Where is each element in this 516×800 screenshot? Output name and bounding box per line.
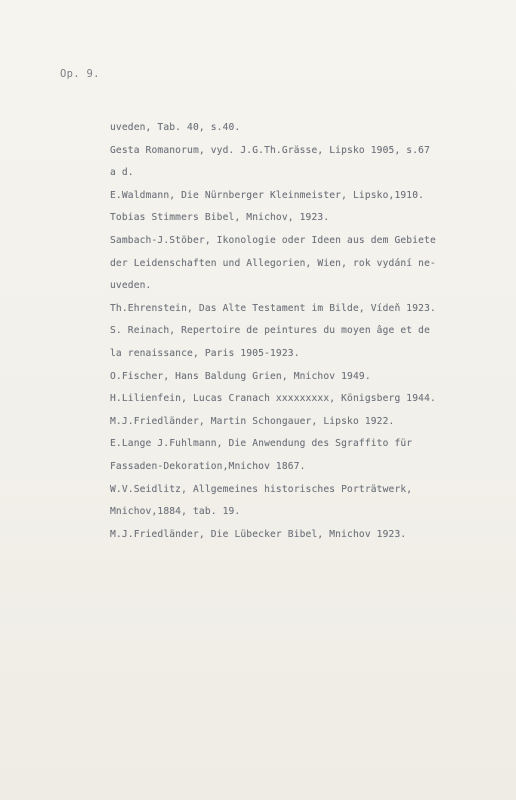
bibliography-line: Mnichov,1884, tab. 19. bbox=[110, 506, 241, 518]
bibliography-line: Tobias Stimmers Bibel, Mnichov, 1923. bbox=[110, 212, 330, 224]
bibliography-line: E.Lange J.Fuhlmann, Die Anwendung des Sgraffito für bbox=[110, 438, 413, 450]
page-number: Op. 9. bbox=[60, 68, 100, 80]
bibliography-line: Gesta Romanorum, vyd. J.G.Th.Grässe, Lipsko 1905, s.67 bbox=[110, 144, 430, 156]
bibliography-line: M.J.Friedländer, Martin Schongauer, Lipsko 1922. bbox=[110, 415, 395, 427]
bibliography-line: la renaissance, Paris 1905-1923. bbox=[110, 347, 300, 359]
bibliography-line: uveden, Tab. 40, s.40. bbox=[110, 122, 241, 133]
bibliography-line: Th.Ehrenstein, Das Alte Testament im Bilde, Vídeň 1923. bbox=[110, 302, 436, 314]
bibliography-line: Fassaden-Dekoration,Mnichov 1867. bbox=[110, 460, 306, 472]
bibliography-line: O.Fischer, Hans Baldung Grien, Mnichov 1949. bbox=[110, 370, 371, 382]
bibliography-line: der Leidenschaften und Allegorien, Wien, rok vydání ne- bbox=[110, 257, 436, 269]
bibliography-line: W.V.Seidlitz, Allgemeines historisches Porträtwerk, bbox=[110, 483, 413, 495]
bibliography-line: E.Waldmann, Die Nürnberger Kleinmeister, Lipsko,1910. bbox=[110, 189, 425, 201]
bibliography-line: S. Reinach, Repertoire de peintures du moyen âge et de bbox=[110, 325, 430, 337]
bibliography-line: uveden. bbox=[110, 280, 152, 292]
bibliography-line: Sambach-J.Stöber, Ikonologie oder Ideen aus dem Gebiete bbox=[110, 234, 436, 246]
bibliography-list bbox=[110, 117, 510, 546]
bibliography-line: H.Lilienfein, Lucas Cranach xxxxxxxxx, Königsberg 1944. bbox=[110, 393, 436, 405]
bibliography-line: a d. bbox=[110, 167, 134, 179]
bibliography-line: M.J.Friedländer, Die Lübecker Bibel, Mnichov 1923. bbox=[110, 528, 407, 540]
